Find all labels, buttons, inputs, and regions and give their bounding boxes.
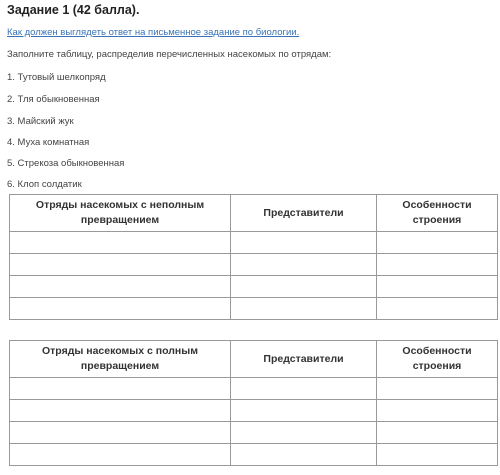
table-row	[10, 276, 498, 298]
table-cell[interactable]	[231, 444, 377, 466]
table-header-row	[10, 341, 498, 378]
incomplete-metamorphosis-table	[9, 194, 498, 320]
table-cell[interactable]	[377, 444, 498, 466]
table-row	[10, 422, 498, 444]
table-cell[interactable]	[377, 232, 498, 254]
table-cell[interactable]	[10, 276, 231, 298]
table-cell[interactable]	[377, 254, 498, 276]
table-row	[10, 378, 498, 400]
table-cell[interactable]	[10, 400, 231, 422]
table-cell[interactable]	[10, 444, 231, 466]
complete-metamorphosis-table	[9, 340, 498, 466]
table-cell[interactable]	[231, 422, 377, 444]
insect-item: 2. Тля обыкновенная	[7, 94, 100, 105]
table-row	[10, 298, 498, 320]
column-header-representatives: Представители	[231, 341, 377, 378]
table-cell[interactable]	[10, 378, 231, 400]
insect-item: 5. Стрекоза обыкновенная	[7, 158, 125, 169]
table-cell[interactable]	[231, 400, 377, 422]
table-cell[interactable]	[377, 298, 498, 320]
table-row	[10, 232, 498, 254]
table-cell[interactable]	[10, 254, 231, 276]
table-cell[interactable]	[231, 276, 377, 298]
insect-item: 6. Клоп солдатик	[7, 179, 82, 190]
table-cell[interactable]	[10, 232, 231, 254]
table-cell[interactable]	[231, 254, 377, 276]
column-header-orders: Отряды насекомых с неполным превращением	[10, 195, 231, 232]
table-cell[interactable]	[377, 422, 498, 444]
table-cell[interactable]	[231, 378, 377, 400]
table-cell[interactable]	[377, 378, 498, 400]
task-title: Задание 1 (42 балла).	[7, 3, 140, 17]
table-row	[10, 400, 498, 422]
table-cell[interactable]	[10, 298, 231, 320]
table-cell[interactable]	[231, 298, 377, 320]
column-header-features: Особенности строения	[377, 195, 498, 232]
column-header-features: Особенности строения	[377, 341, 498, 378]
table-cell[interactable]	[377, 276, 498, 298]
insect-item: 1. Тутовый шелкопряд	[7, 72, 106, 83]
insect-item: 4. Муха комнатная	[7, 137, 90, 148]
column-header-representatives: Представители	[231, 195, 377, 232]
table-cell[interactable]	[377, 400, 498, 422]
task-instructions: Заполните таблицу, распределив перечисленных насекомых по отрядам:	[7, 49, 332, 60]
table-cell[interactable]	[10, 422, 231, 444]
insect-item: 3. Майский жук	[7, 116, 74, 127]
answer-format-link[interactable]: Как должен выглядеть ответ на письменное задание по биологии.	[7, 27, 300, 38]
table-cell[interactable]	[231, 232, 377, 254]
table-header-row	[10, 195, 498, 232]
table-row	[10, 254, 498, 276]
column-header-orders: Отряды насекомых с полным превращением	[10, 341, 231, 378]
table-row	[10, 444, 498, 466]
